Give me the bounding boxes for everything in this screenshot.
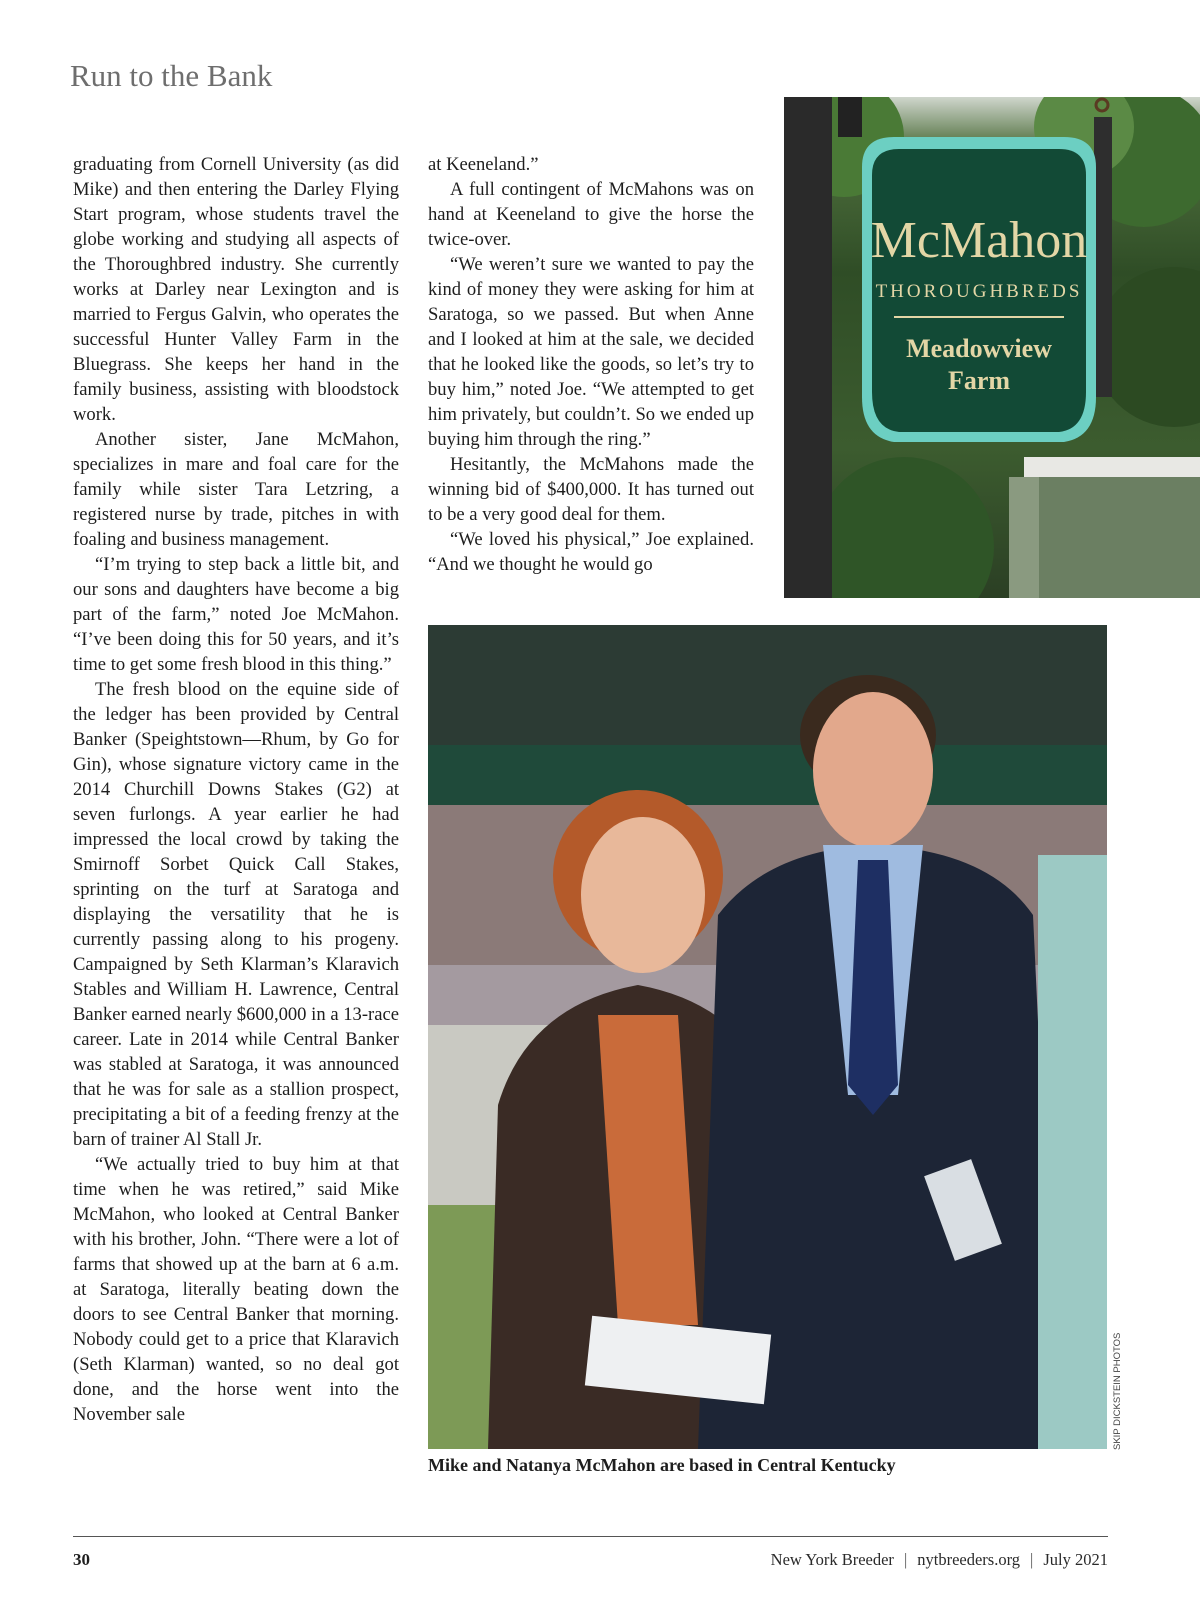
paragraph: graduating from Cornell University (as did Mike) and then entering the Darley Flying Start program, whose students travel the globe working and studying all aspects of the Thoroughbred industry. She currently works at Darley near Lexington and is married to Fergus Galvin, who operates the successful Hunter Valley Farm in the Bluegrass. She keeps her hand in the family business, assisting with bloodstock work. xyxy=(73,154,399,425)
photo-credit: SKIP DICKSTEIN PHOTOS xyxy=(1112,1332,1123,1450)
paragraph: A full contingent of McMahons was on hand at Keeneland to give the horse the twice-over. xyxy=(428,179,754,250)
footer-separator: | xyxy=(1030,1550,1034,1569)
paragraph: “We loved his physical,” Joe explained. “And we thought he would go xyxy=(428,529,754,575)
publication-date: July 2021 xyxy=(1043,1550,1108,1569)
sign-subtitle: THOROUGHBREDS xyxy=(875,281,1083,302)
sign-farm-word: Farm xyxy=(947,366,1011,395)
footer-publication-info xyxy=(771,1550,1108,1570)
sign-farm-name: Meadowview xyxy=(906,334,1052,363)
article-column-2 xyxy=(428,152,754,577)
people-photo xyxy=(428,625,1107,1449)
footer-rule xyxy=(73,1536,1108,1537)
sign-title: McMahon xyxy=(870,212,1088,269)
farm-sign-photo xyxy=(784,97,1200,598)
publication-website: nytbreeders.org xyxy=(917,1550,1021,1569)
photo-caption: Mike and Natanya McMahon are based in Central Kentucky xyxy=(428,1455,896,1475)
paragraph: Another sister, Jane McMahon, specializes in mare and foal care for the family while sister Tara Letzring, a registered nurse by trade, pitches in with foaling and business management. xyxy=(73,429,399,550)
paragraph: “I’m trying to step back a little bit, and our sons and daughters have become a big part of the farm,” noted Joe McMahon. “I’ve been doing this for 50 years, and it’s time to get some fresh blood in this thing.” xyxy=(73,554,399,675)
publication-name: New York Breeder xyxy=(770,1550,894,1569)
paragraph: at Keeneland.” xyxy=(428,154,539,175)
footer-separator: | xyxy=(903,1550,908,1569)
section-title: Run to the Bank xyxy=(70,58,273,93)
paragraph: Hesitantly, the McMahons made the winning bid of $400,000. It has turned out to be a very good deal for them. xyxy=(428,454,754,525)
paragraph: The fresh blood on the equine side of the ledger has been provided by Central Banker (Speightstown—Rhum, by Go for Gin), whose signature victory came in the 2014 Churchill Downs Stakes (G2) at seven furlongs. A year earlier he had impressed the local crowd by taking the Smirnoff Sorbet Quick Call Stakes, sprinting on the turf at Saratoga and displaying the versatility that he is currently passing along to his progeny. Campaigned by Seth Klarman’s Klaravich Stables and William H. Lawrence, Central Banker earned nearly $600,000 in a 13-race career. Late in 2014 while Central Banker was stabled at Saratoga, it was announced that he was for sale as a stallion prospect, precipitating a bit of a feeding frenzy at the barn of trainer Al Stall Jr. xyxy=(73,679,399,1150)
paragraph: “We actually tried to buy him at that time when he was retired,” said Mike McMahon, who looked at Central Banker with his brother, John. “There were a lot of farms that showed up at the barn at 6 a.m. at Saratoga, literally beating down the doors to see Central Banker that morning. Nobody could get to a price that Klaravich (Seth Klarman) wanted, so no deal got done, and the horse went into the November sale xyxy=(73,1154,399,1425)
paragraph: “We weren’t sure we wanted to pay the kind of money they were asking for him at Saratoga, so we passed. But when Anne and I looked at him at the sale, we decided that he looked like the goods, so let’s try to buy him,” noted Joe. “We attempted to get him privately, but couldn’t. So we ended up buying him through the ring.” xyxy=(428,254,754,450)
article-column-1 xyxy=(73,152,399,1427)
page-number: 30 xyxy=(73,1550,90,1569)
